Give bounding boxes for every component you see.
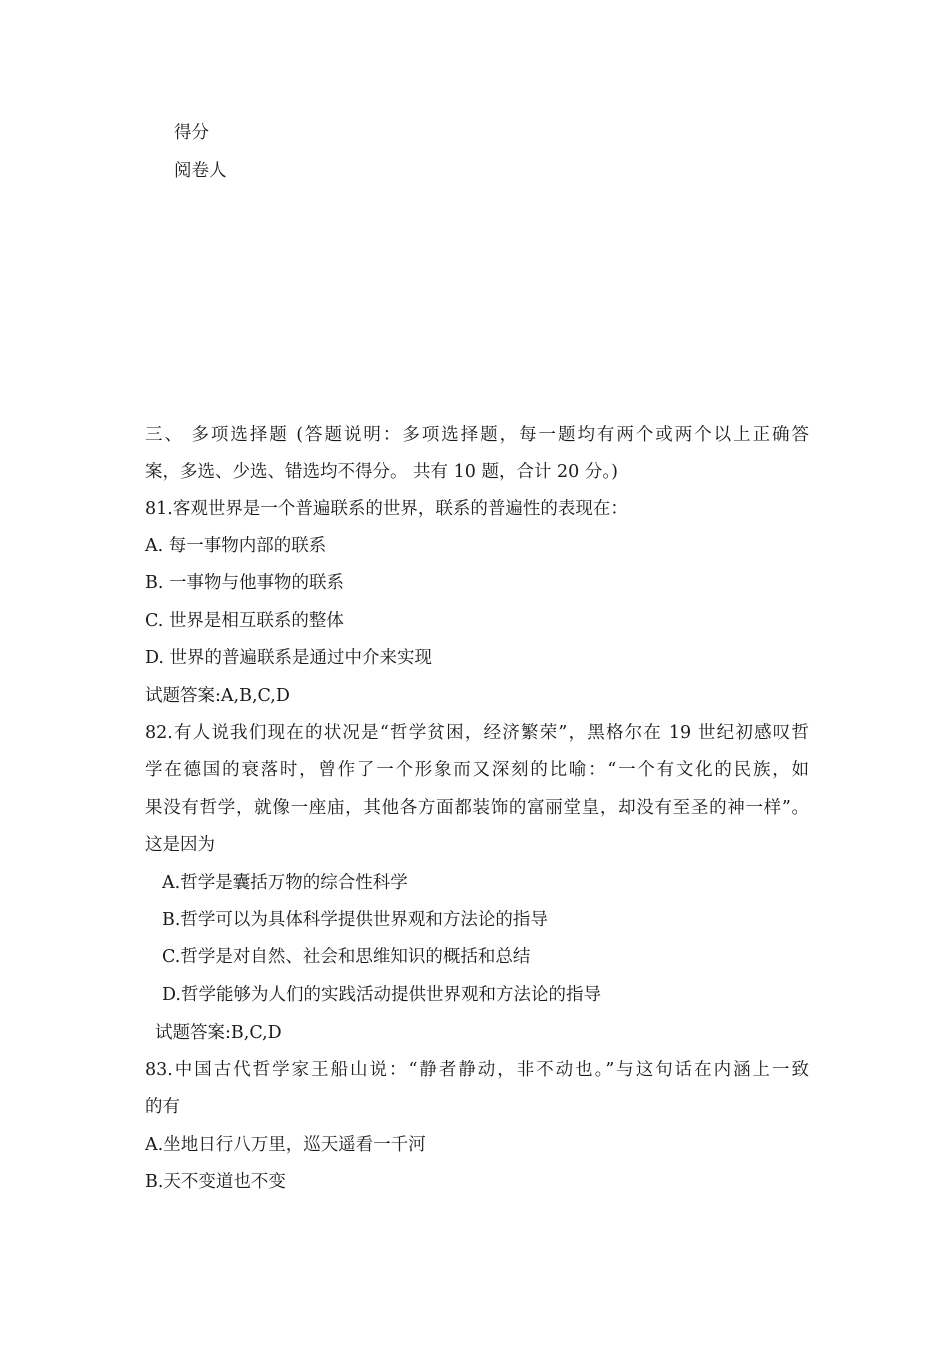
question-stem-line-2: 学在德国的衰落时，曾作了一个形象而又深刻的比喻：“一个有文化的民族，如 — [145, 760, 809, 780]
option-a: A. 每一事物内部的联系 — [145, 536, 327, 556]
question-stem-line-4: 这是因为 — [145, 835, 215, 855]
question-stem-line-1: 83.中国古代哲学家王船山说：“静者静动，非不动也。”与这句话在内涵上一致 — [145, 1060, 809, 1080]
score-label: 得分 — [174, 123, 209, 143]
option-d: D.哲学能够为人们的实践活动提供世界观和方法论的指导 — [162, 985, 601, 1005]
option-c: C. 世界是相互联系的整体 — [145, 611, 344, 631]
question-stem-line-1: 82.有人说我们现在的状况是“哲学贫困，经济繁荣”，黑格尔在 19 世纪初感叹哲 — [145, 723, 809, 743]
option-b: B.天不变道也不变 — [145, 1172, 286, 1192]
option-a: A.坐地日行八万里，巡天遥看一千河 — [145, 1135, 426, 1155]
grader-label: 阅卷人 — [174, 161, 227, 181]
answer-line: 试题答案:B,C,D — [155, 1023, 282, 1043]
option-a: A.哲学是囊括万物的综合性科学 — [162, 873, 408, 893]
option-b: B.哲学可以为具体科学提供世界观和方法论的指导 — [162, 910, 548, 930]
question-stem-line-3: 果没有哲学，就像一座庙，其他各方面都装饰的富丽堂皇，却没有至圣的神一样”。 — [145, 798, 809, 818]
option-d: D. 世界的普遍联系是通过中介来实现 — [145, 648, 433, 668]
question-stem: 81.客观世界是一个普遍联系的世界，联系的普遍性的表现在： — [145, 499, 628, 519]
answer-line: 试题答案:A,B,C,D — [145, 686, 290, 706]
option-b: B. 一事物与他事物的联系 — [145, 573, 344, 593]
section-instructions-line-2: 案，多选、少选、错选均不得分。 共有 10 题，合计 20 分。) — [145, 462, 618, 482]
question-stem-line-2: 的有 — [145, 1097, 180, 1117]
section-instructions-line-1: 三、 多项选择题 (答题说明：多项选择题，每一题均有两个或两个以上正确答 — [145, 425, 809, 445]
option-c: C.哲学是对自然、社会和思维知识的概括和总结 — [162, 947, 531, 967]
